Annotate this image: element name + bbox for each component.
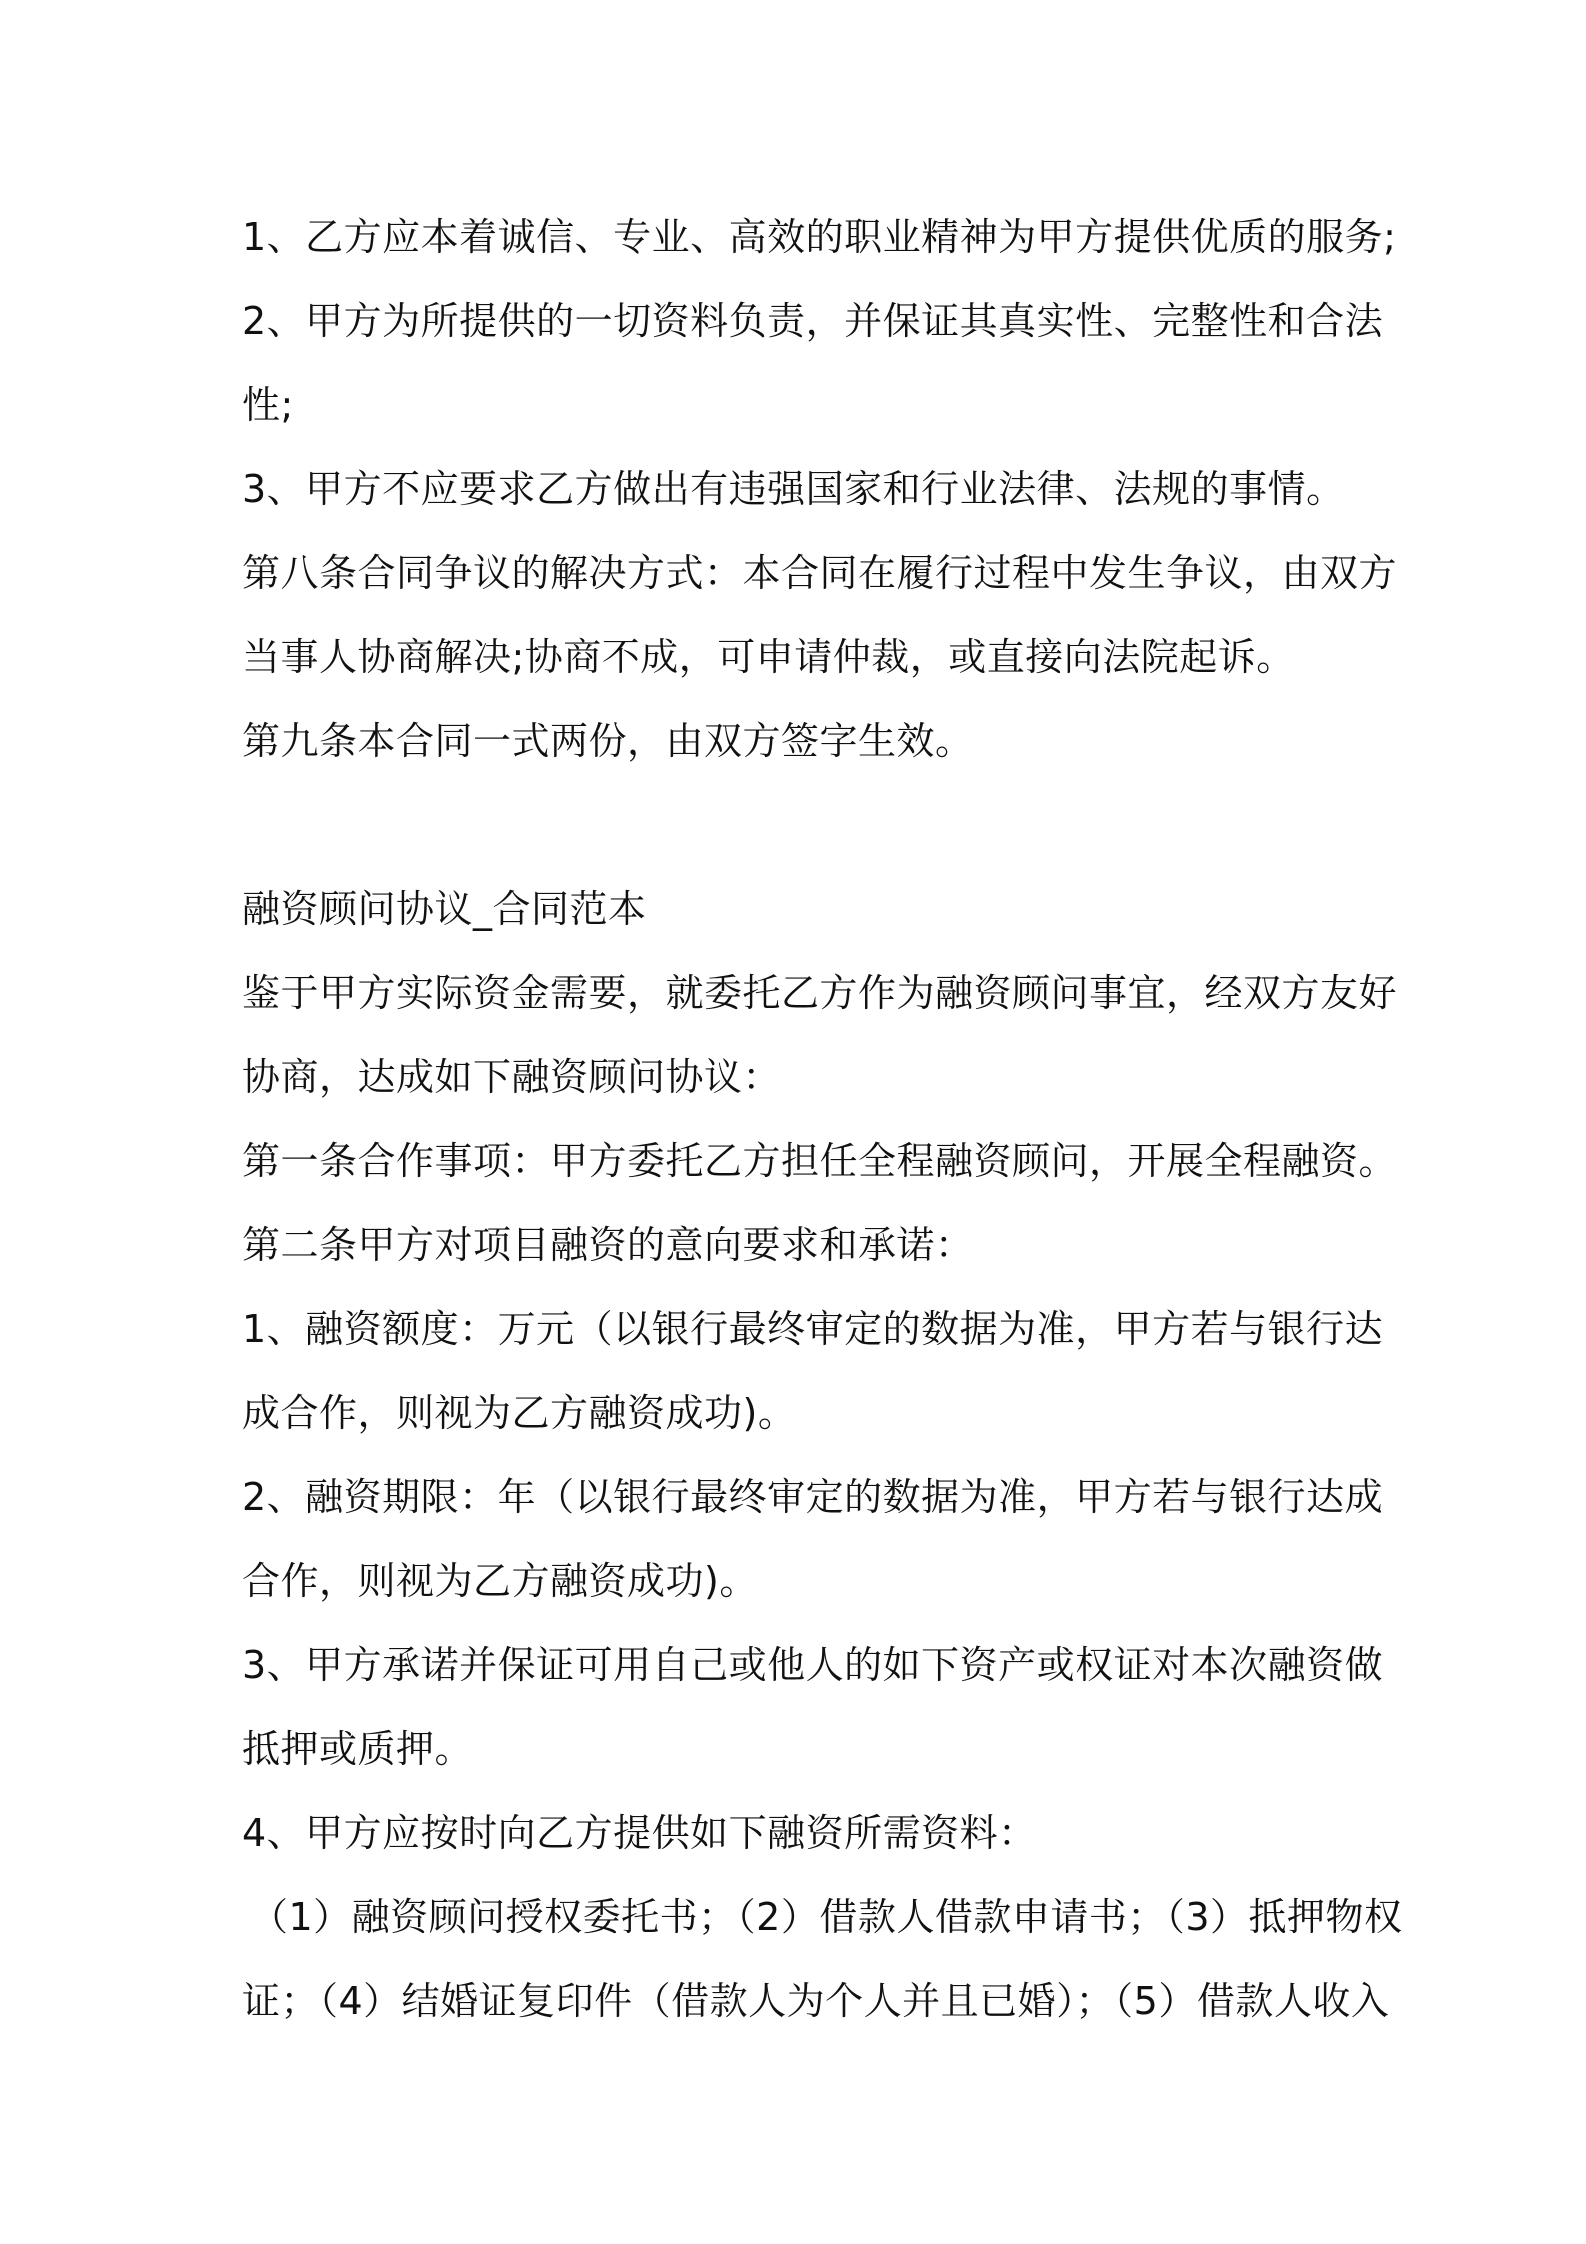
clause-line: 2、甲方为所提供的一切资料负责，并保证其真实性、完整性和合法 (242, 299, 1384, 343)
clause-line: 成合作，则视为乙方融资成功)。 (242, 1391, 797, 1435)
clause-line: 性; (242, 383, 294, 427)
clause-line: 1、融资额度：万元（以银行最终审定的数据为准，甲方若与银行达 (242, 1307, 1384, 1351)
article-line: 第一条合作事项：甲方委托乙方担任全程融资顾问，开展全程融资。 (242, 1139, 1398, 1183)
preamble-line: 协商，达成如下融资顾问协议： (242, 1055, 782, 1099)
materials-line: （1）融资顾问授权委托书；（2）借款人借款申请书；（3）抵押物权 (250, 1895, 1403, 1939)
clause-line: 3、甲方不应要求乙方做出有违强国家和行业法律、法规的事情。 (242, 467, 1345, 511)
preamble-line: 鉴于甲方实际资金需要，就委托乙方作为融资顾问事宜，经双方友好 (242, 971, 1398, 1015)
article-line: 第九条本合同一式两份，由双方签字生效。 (242, 719, 974, 763)
clause-line: 抵押或质押。 (242, 1727, 474, 1771)
materials-line: 证；（4）结婚证复印件（借款人为个人并且已婚）；（5）借款人收入 (242, 1979, 1390, 2023)
clause-line: 合作，则视为乙方融资成功)。 (242, 1559, 758, 1603)
clause-line: 2、融资期限：年（以银行最终审定的数据为准，甲方若与银行达成 (242, 1475, 1384, 1519)
article-line: 当事人协商解决;协商不成，可申请仲裁，或直接向法院起诉。 (242, 635, 1295, 679)
article-line: 第八条合同争议的解决方式：本合同在履行过程中发生争议，由双方 (242, 551, 1398, 595)
clause-line: 3、甲方承诺并保证可用自己或他人的如下资产或权证对本次融资做 (242, 1643, 1384, 1687)
clause-line: 4、甲方应按时向乙方提供如下融资所需资料： (242, 1811, 1037, 1855)
section-title: 融资顾问协议_合同范本 (242, 887, 647, 931)
article-line: 第二条甲方对项目融资的意向要求和承诺： (242, 1223, 974, 1267)
section-gap (242, 783, 1352, 867)
clause-line: 1、乙方应本着诚信、专业、高效的职业精神为甲方提供优质的服务; (242, 215, 1397, 259)
document-body (242, 195, 1403, 2043)
